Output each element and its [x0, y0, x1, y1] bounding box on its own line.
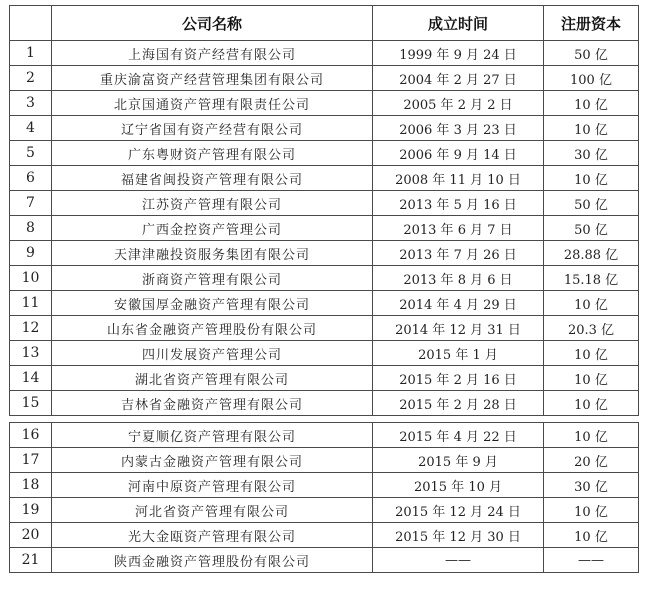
row-registered-capital: 10 亿: [544, 166, 639, 191]
row-company-name: 陕西金融资产管理股份有限公司: [52, 548, 373, 573]
row-established-date: 2014 年 4 月 29 日: [373, 291, 544, 316]
row-registered-capital: 10 亿: [544, 91, 639, 116]
row-registered-capital: 10 亿: [544, 366, 639, 391]
row-established-date: 2015 年 1 月: [373, 341, 544, 366]
table-row: [10, 548, 639, 573]
row-company-name: 北京国通资产管理有限责任公司: [52, 91, 373, 116]
table-row: [10, 191, 639, 216]
row-index: 1: [10, 41, 52, 66]
row-index: 20: [10, 523, 52, 548]
row-registered-capital: 20.3 亿: [544, 316, 639, 341]
table-row: [10, 141, 639, 166]
table-row: [10, 241, 639, 266]
row-index: 15: [10, 391, 52, 416]
table-row: [10, 366, 639, 391]
row-index: 16: [10, 423, 52, 448]
row-index: 19: [10, 498, 52, 523]
row-established-date: 2015 年 10 月: [373, 473, 544, 498]
table-row: [10, 91, 639, 116]
row-registered-capital: 10 亿: [544, 116, 639, 141]
row-index: 18: [10, 473, 52, 498]
row-registered-capital: 10 亿: [544, 341, 639, 366]
row-company-name: 湖北省资产管理有限公司: [52, 366, 373, 391]
amc-company-table: [9, 5, 639, 573]
row-established-date: 2013 年 8 月 6 日: [373, 266, 544, 291]
row-established-date: 1999 年 9 月 24 日: [373, 41, 544, 66]
table-row: [10, 341, 639, 366]
table-break-cell: [10, 416, 639, 423]
row-established-date: 2006 年 9 月 14 日: [373, 141, 544, 166]
row-index: 11: [10, 291, 52, 316]
row-company-name: 广西金控资产管理公司: [52, 216, 373, 241]
row-company-name: 河南中原资产管理有限公司: [52, 473, 373, 498]
row-index: 9: [10, 241, 52, 266]
row-registered-capital: 30 亿: [544, 473, 639, 498]
row-established-date: ——: [373, 548, 544, 573]
row-index: 10: [10, 266, 52, 291]
row-company-name: 辽宁省国有资产经营有限公司: [52, 116, 373, 141]
row-index: 6: [10, 166, 52, 191]
row-established-date: 2015 年 4 月 22 日: [373, 423, 544, 448]
row-registered-capital: 50 亿: [544, 216, 639, 241]
row-company-name: 天津津融投资服务集团有限公司: [52, 241, 373, 266]
row-registered-capital: 15.18 亿: [544, 266, 639, 291]
row-company-name: 浙商资产管理有限公司: [52, 266, 373, 291]
amc-company-table-wrapper: [9, 5, 638, 573]
row-index: 13: [10, 341, 52, 366]
row-established-date: 2013 年 5 月 16 日: [373, 191, 544, 216]
row-company-name: 河北省资产管理有限公司: [52, 498, 373, 523]
header-established-date: 成立时间: [373, 6, 544, 41]
table-row: [10, 316, 639, 341]
table-row: [10, 266, 639, 291]
row-index: 12: [10, 316, 52, 341]
row-index: 4: [10, 116, 52, 141]
table-break-spacer: [10, 416, 639, 423]
row-company-name: 安徽国厚金融资产管理有限公司: [52, 291, 373, 316]
table-row: [10, 216, 639, 241]
table-row: [10, 473, 639, 498]
row-company-name: 宁夏顺亿资产管理有限公司: [52, 423, 373, 448]
row-index: 17: [10, 448, 52, 473]
row-registered-capital: 10 亿: [544, 291, 639, 316]
row-registered-capital: 10 亿: [544, 423, 639, 448]
row-company-name: 山东省金融资产管理股份有限公司: [52, 316, 373, 341]
row-registered-capital: 10 亿: [544, 523, 639, 548]
table-row: [10, 423, 639, 448]
table-row: [10, 166, 639, 191]
row-established-date: 2014 年 12 月 31 日: [373, 316, 544, 341]
row-established-date: 2013 年 7 月 26 日: [373, 241, 544, 266]
row-index: 8: [10, 216, 52, 241]
row-index: 3: [10, 91, 52, 116]
table-row: [10, 66, 639, 91]
row-company-name: 上海国有资产经营有限公司: [52, 41, 373, 66]
row-established-date: 2015 年 2 月 28 日: [373, 391, 544, 416]
row-registered-capital: 28.88 亿: [544, 241, 639, 266]
table-row: [10, 523, 639, 548]
row-established-date: 2005 年 2 月 2 日: [373, 91, 544, 116]
row-company-name: 光大金瓯资产管理有限公司: [52, 523, 373, 548]
table-row: [10, 41, 639, 66]
row-registered-capital: 20 亿: [544, 448, 639, 473]
row-established-date: 2008 年 11 月 10 日: [373, 166, 544, 191]
row-company-name: 江苏资产管理有限公司: [52, 191, 373, 216]
row-registered-capital: 10 亿: [544, 391, 639, 416]
row-company-name: 广东粤财资产管理有限公司: [52, 141, 373, 166]
row-index: 5: [10, 141, 52, 166]
row-established-date: 2004 年 2 月 27 日: [373, 66, 544, 91]
header-registered-capital: 注册资本: [544, 6, 639, 41]
table-row: [10, 448, 639, 473]
row-index: 7: [10, 191, 52, 216]
table-row: [10, 116, 639, 141]
row-registered-capital: ——: [544, 548, 639, 573]
row-registered-capital: 100 亿: [544, 66, 639, 91]
row-company-name: 内蒙古金融资产管理有限公司: [52, 448, 373, 473]
table-row: [10, 291, 639, 316]
row-established-date: 2006 年 3 月 23 日: [373, 116, 544, 141]
row-index: 14: [10, 366, 52, 391]
header-company-name: 公司名称: [52, 6, 373, 41]
table-row: [10, 498, 639, 523]
row-registered-capital: 30 亿: [544, 141, 639, 166]
row-established-date: 2015 年 12 月 24 日: [373, 498, 544, 523]
row-established-date: 2015 年 2 月 16 日: [373, 366, 544, 391]
row-registered-capital: 50 亿: [544, 41, 639, 66]
header-index: [10, 6, 52, 41]
row-company-name: 吉林省金融资产管理有限公司: [52, 391, 373, 416]
row-company-name: 福建省闽投资产管理有限公司: [52, 166, 373, 191]
row-established-date: 2015 年 12 月 30 日: [373, 523, 544, 548]
row-index: 21: [10, 548, 52, 573]
row-index: 2: [10, 66, 52, 91]
table-header-row: [10, 6, 639, 41]
row-registered-capital: 10 亿: [544, 498, 639, 523]
row-company-name: 重庆渝富资产经营管理集团有限公司: [52, 66, 373, 91]
row-registered-capital: 50 亿: [544, 191, 639, 216]
table-row: [10, 391, 639, 416]
row-established-date: 2015 年 9 月: [373, 448, 544, 473]
row-established-date: 2013 年 6 月 7 日: [373, 216, 544, 241]
row-company-name: 四川发展资产管理公司: [52, 341, 373, 366]
